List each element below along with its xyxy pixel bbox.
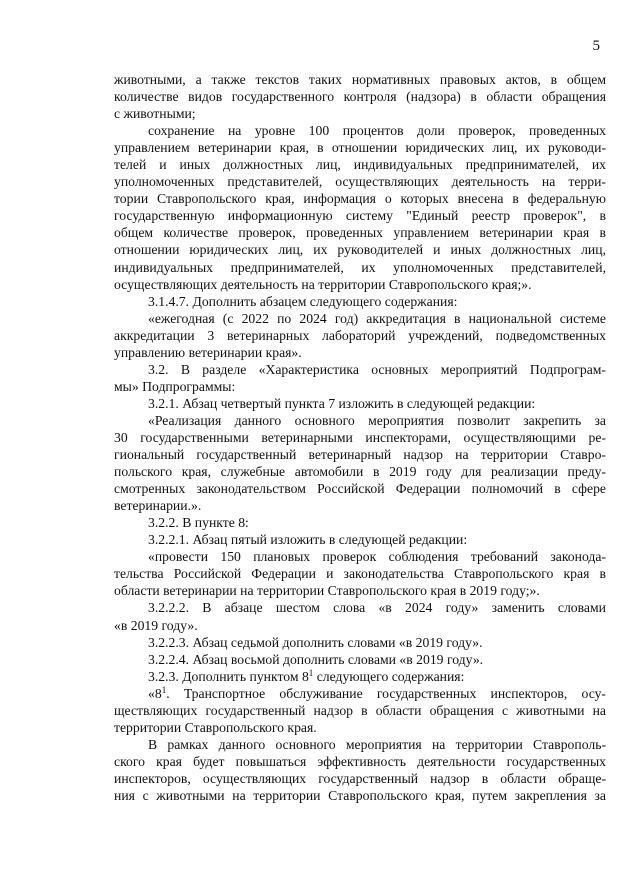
text-line: отношении юридических лиц, их руководителей и иных должностных лиц, bbox=[114, 242, 606, 258]
text-line bbox=[114, 668, 606, 685]
text-line: осуществляющих деятельность на территории Ставропольского края;». bbox=[114, 276, 532, 292]
text-line: мы» Подпрограммы: bbox=[114, 378, 236, 394]
text-line: животными, а также текстов таких нормативных правовых актов, в общем bbox=[114, 72, 606, 87]
text-line: 3.2.2. В пункте 8: bbox=[148, 515, 249, 531]
text-line: В рамках данного основного мероприятия на территории Ставрополь- bbox=[148, 736, 606, 752]
text-line: общем количестве проверок, проведенных управлением ветеринарии края в bbox=[114, 225, 606, 241]
text-line: «в 2019 году». bbox=[114, 617, 198, 633]
text-segment: 3.2.3. Дополнить пунктом 8 bbox=[148, 668, 309, 684]
text-line: 30 государственными ветеринарными инспекторами, осуществляющими ре- bbox=[114, 429, 606, 445]
text-line: 3.2. В разделе «Характеристика основных мероприятий Подпрограм- bbox=[148, 361, 606, 377]
text-line: индивидуальных предпринимателей, их уполномоченных представителей, bbox=[114, 259, 606, 275]
text-line: 3.2.2.4. Абзац восьмой дополнить словами «в 2019 году». bbox=[148, 651, 484, 667]
superscript: 1 bbox=[308, 667, 314, 678]
text-line: тории Ставропольского края, информация о которых внесена в федеральную bbox=[114, 191, 606, 207]
text-line: области ветеринарии на территории Ставропольского края в 2019 году;». bbox=[114, 583, 540, 599]
text-line: польского края, служебные автомобили в 2019 году для реализации преду- bbox=[114, 464, 606, 480]
text-line: «ежегодная (с 2022 по 2024 год) аккредитация в национальной системе bbox=[148, 310, 606, 326]
text-line: количестве видов государственного контроля (надзора) в области обращения bbox=[114, 89, 606, 105]
text-line: государственную информационную систему "Единый реестр проверок", в bbox=[114, 208, 606, 224]
text-line: «Реализация данного основного мероприятия позволит закрепить за bbox=[148, 412, 606, 428]
text-line: управлению ветеринарии края». bbox=[114, 344, 302, 360]
text-line: 3.2.2.1. Абзац пятый изложить в следующей редакции: bbox=[148, 532, 468, 548]
text-line: тельства Российской Федерации и законодательства Ставропольского края в bbox=[114, 566, 606, 582]
text-line: 3.2.2.3. Абзац седьмой дополнить словами «в 2019 году». bbox=[148, 634, 483, 650]
text-line: уполномоченных представителей, осуществляющих деятельность на терри- bbox=[114, 174, 606, 190]
text-segment: . Транспортное обслуживание государственных инспекторов, осу- bbox=[166, 685, 606, 701]
text-line: «провести 150 плановых проверок соблюдения требований законода- bbox=[148, 549, 606, 565]
text-segment: следующего содержания: bbox=[313, 668, 465, 684]
text-line: смотренных законодательством Российской Федерации полномочий в сфере bbox=[114, 481, 606, 497]
text-line: ния с животными на территории Ставропольского края, путем закрепления за bbox=[114, 787, 606, 803]
text-line: территории Ставропольского края. bbox=[114, 719, 317, 735]
text-line: сохранение на уровне 100 процентов доли проверок, проведенных bbox=[148, 123, 606, 139]
text-line: 3.2.2.2. В абзаце шестом слова «в 2024 году» заменить словами bbox=[148, 600, 606, 616]
text-line: 3.2.1. Абзац четвертый пункта 7 изложить в следующей редакции: bbox=[148, 395, 536, 411]
text-line: гиональный государственный ветеринарный надзор на территории Ставро- bbox=[114, 447, 606, 463]
text-line bbox=[114, 685, 606, 702]
text-line: ского края будет повышаться эффективность деятельности государственных bbox=[114, 753, 606, 769]
text-line: ветеринарии.». bbox=[114, 498, 202, 514]
text-line: ществляющих государственный надзор в области обращения с животными на bbox=[114, 702, 606, 718]
text-line: 3.1.4.7. Дополнить абзацем следующего содержания: bbox=[148, 293, 458, 309]
text-line: аккредитации 3 ветеринарных лабораторий учреждений, подведомственных bbox=[114, 327, 606, 343]
page-number: 5 bbox=[592, 38, 600, 54]
superscript: 1 bbox=[161, 684, 167, 695]
text-line: с животными; bbox=[114, 106, 196, 122]
text-line: управлением ветеринарии края, в отношении юридических лиц, их руководи- bbox=[114, 140, 606, 156]
text-segment: «8 bbox=[148, 685, 162, 701]
text-line: инспекторов, осуществляющих государственный надзор в области обраще- bbox=[114, 770, 606, 786]
text-line: телей и иных должностных лиц, индивидуальных предпринимателей, их bbox=[114, 157, 606, 173]
document-body bbox=[114, 71, 606, 804]
